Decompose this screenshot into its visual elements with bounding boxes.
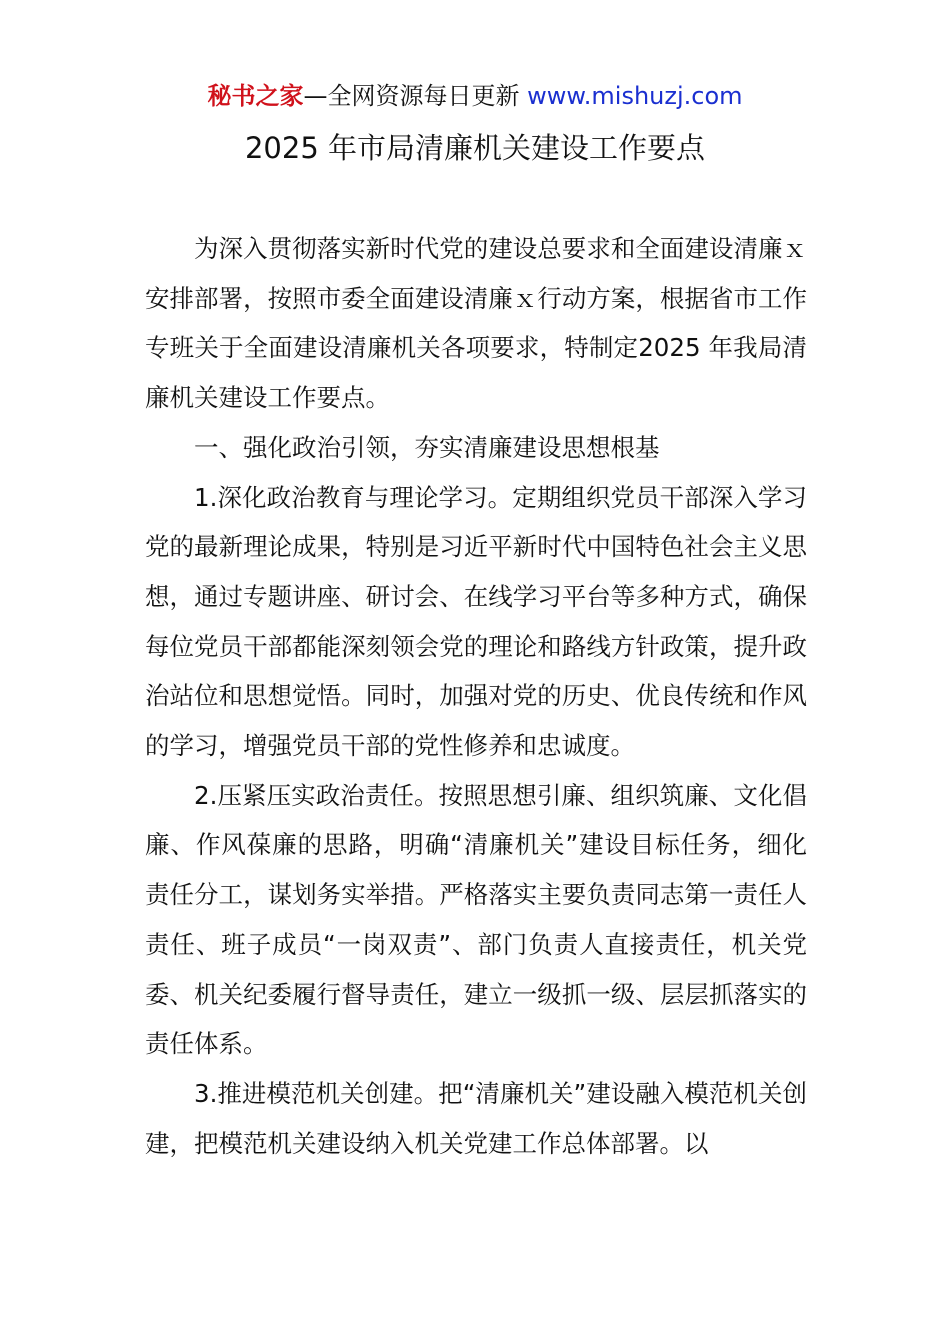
brand-name: 秘书之家	[207, 82, 304, 110]
body-paragraph: 2.压紧压实政治责任。按照思想引廉、组织筑廉、文化倡廉、作风葆廉的思路，明确“清廉机关”建设目标任务，细化责任分工，谋划务实举措。严格落实主要负责同志第一责任人责任、班子成员“一岗双责”、部门负责人直接责任，机关党委、机关纪委履行督导责任，建立一级抓一级、层层抓落实的责任体系。	[145, 780, 807, 1059]
section-heading: 一、强化政治引领，夯实清廉建设思想根基	[194, 432, 660, 462]
body-paragraph: 3.推进模范机关创建。把“清廉机关”建设融入模范机关创建，把模范机关建设纳入机关党建工作总体部署。以	[145, 1078, 807, 1158]
intro-paragraph: 为深入贯彻落实新时代党的建设总要求和全面建设清廉ｘ安排部署，按照市委全面建设清廉ｘ行动方案，根据省市工作专班关于全面建设清廉机关各项要求，特制定2025 年我局清廉机关建设工作要点。	[145, 234, 807, 413]
document-title: 2025 年市局清廉机关建设工作要点	[244, 131, 706, 165]
site-header	[0, 80, 950, 112]
body-paragraph: 1.深化政治教育与理论学习。定期组织党员干部深入学习党的最新理论成果，特别是习近平新时代中国特色社会主义思想，通过专题讲座、研讨会、在线学习平台等多种方式，确保每位党员干部都能深刻领会党的理论和路线方针政策，提升政治站位和思想觉悟。同时，加强对党的历史、优良传统和作风的学习，增强党员干部的党性修养和忠诚度。	[145, 482, 807, 761]
site-url[interactable]: www.mishuzj.com	[527, 82, 743, 110]
header-tagline: —全网资源每日更新	[303, 82, 528, 110]
document-body	[145, 224, 807, 1168]
